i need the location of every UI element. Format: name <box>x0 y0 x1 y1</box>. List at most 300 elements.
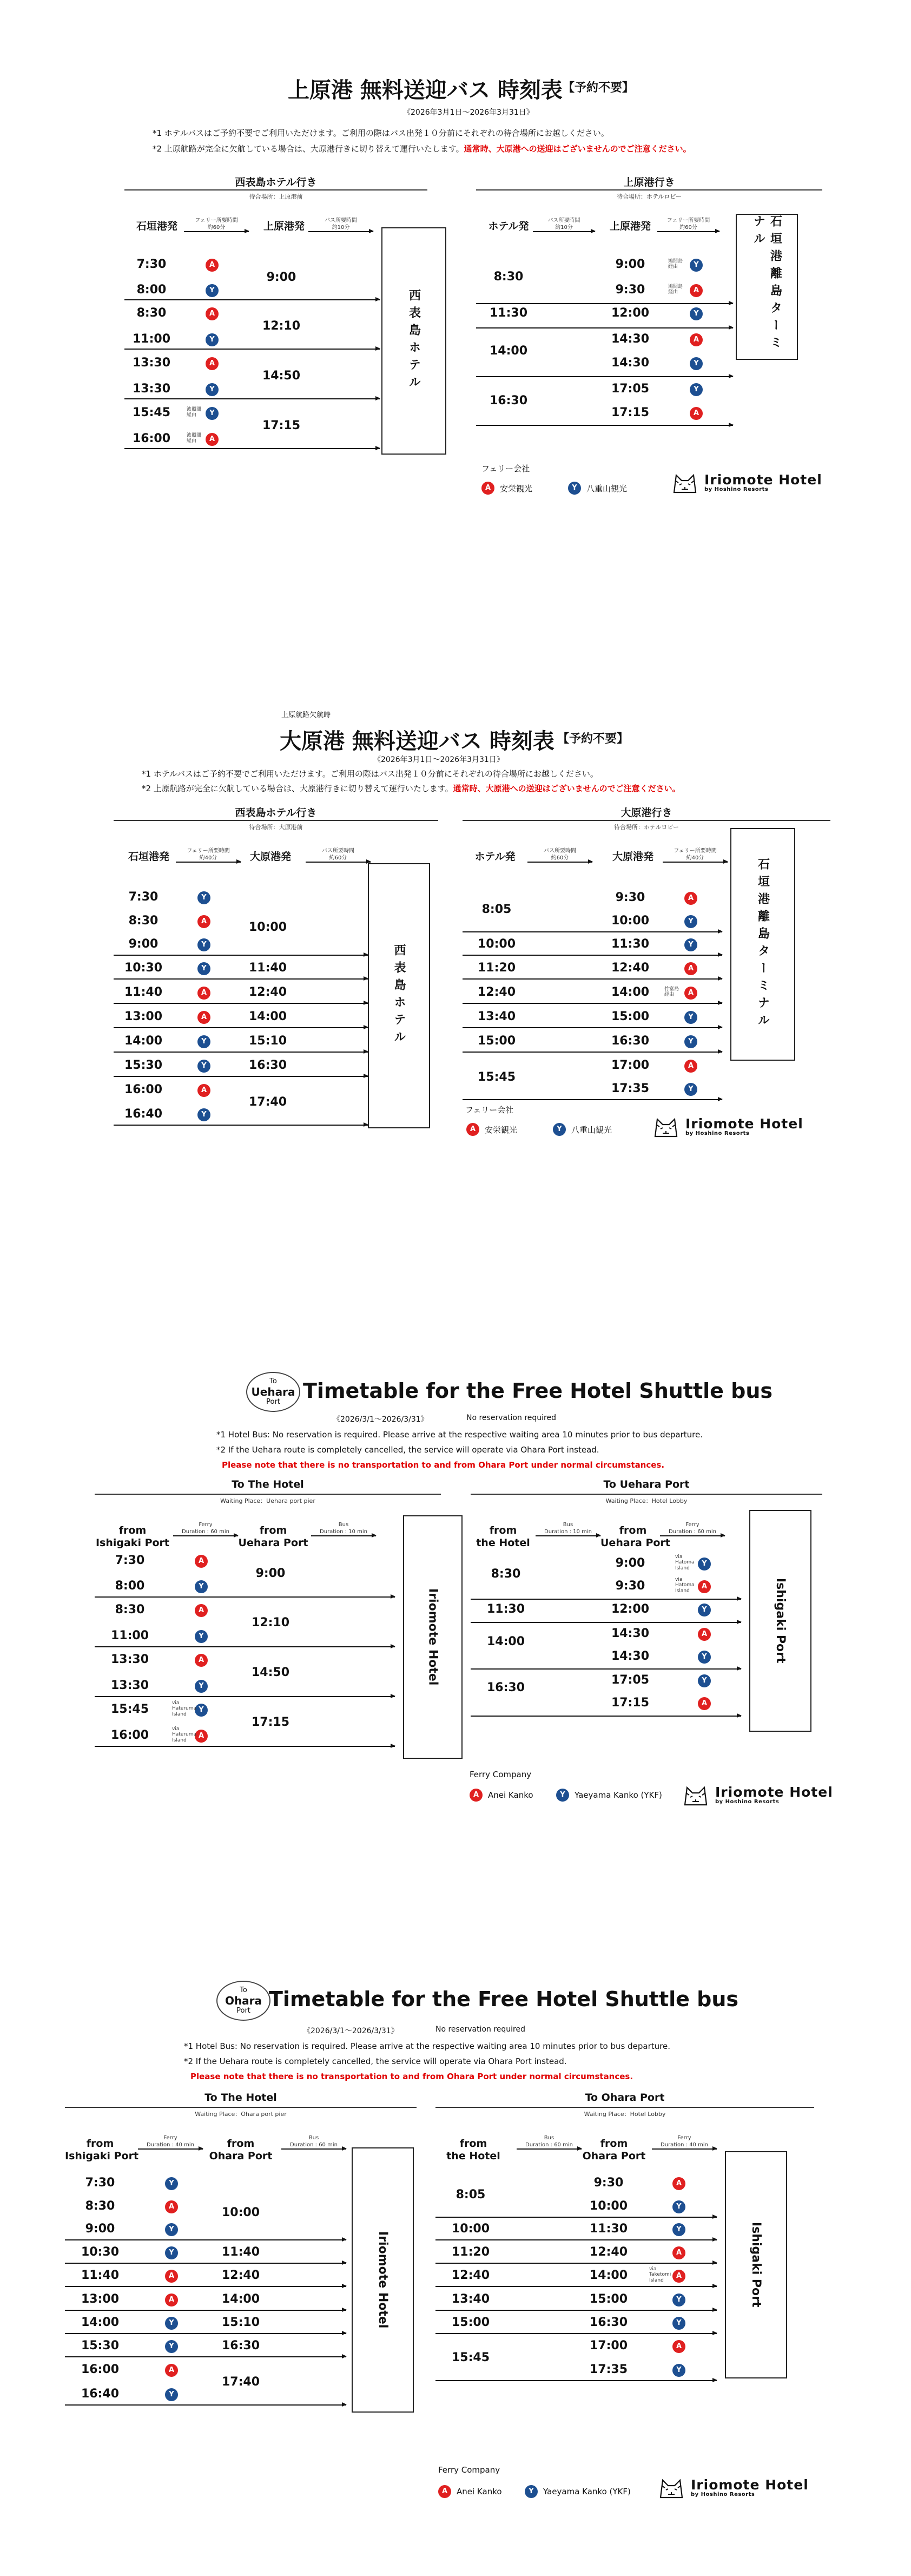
heading-rule <box>114 820 438 821</box>
anei-badge: A <box>195 1604 208 1617</box>
legend-yaeyama <box>568 482 627 495</box>
waiting-place: Waiting Place：Hotel Lobby <box>605 1497 688 1504</box>
anei-badge: A <box>672 2177 685 2190</box>
arrival-time: 14:30 <box>611 356 650 370</box>
ferry-company-label: フェリー会社 <box>465 1105 514 1115</box>
departure-time: 17:15 <box>251 1716 290 1729</box>
anei-badge: A <box>698 1628 711 1641</box>
via-note: 波照間 経由 <box>187 407 202 418</box>
departure-time: 12:10 <box>251 1616 290 1629</box>
note-1: *1 Hotel Bus: No reservation is required. Please arrive at the respective waiting area 10 minutes prior to bus departure. <box>184 2041 670 2051</box>
row-line <box>471 1599 741 1600</box>
logo-name: Iriomote Hotel <box>704 472 822 488</box>
row-line <box>114 978 368 980</box>
departure-time: 11:30 <box>486 1602 525 1616</box>
yaeyama-badge: Y <box>556 1789 569 1802</box>
anei-badge: A <box>197 1011 210 1024</box>
yaeyama-badge: Y <box>690 357 703 370</box>
legend-anei <box>466 1123 517 1136</box>
cat-logo-icon <box>671 471 699 495</box>
anei-badge: A <box>690 333 703 346</box>
anei-badge: A <box>466 1123 479 1136</box>
arrival-time: 11:40 <box>81 2269 120 2282</box>
row-line <box>124 448 380 449</box>
arrival-time: 13:00 <box>81 2292 120 2306</box>
yaeyama-badge: Y <box>165 2317 178 2330</box>
anei-label: 安栄観光 <box>500 483 533 494</box>
leg1-arrow <box>527 862 592 863</box>
yaeyama-badge: Y <box>165 2223 178 2236</box>
panel-heading: 上原港行き <box>623 176 675 188</box>
row-line <box>471 1716 741 1717</box>
destination-box <box>381 227 446 455</box>
ferry-company-label: Ferry Company <box>438 2465 500 2475</box>
arrival-time: 9:00 <box>85 2222 115 2236</box>
anei-badge: A <box>672 2246 685 2259</box>
departure-time: 16:30 <box>221 2339 260 2352</box>
yaeyama-badge: Y <box>195 1630 208 1643</box>
destination-box <box>730 828 795 1061</box>
anei-badge: A <box>438 2485 451 2498</box>
ferry-company-label: Ferry Company <box>470 1770 532 1779</box>
via-note: via Hateruma Island <box>172 1700 197 1717</box>
arrival-time: 9:30 <box>615 1579 645 1593</box>
hotel-departure: 13:40 <box>477 1010 516 1023</box>
yaeyama-badge: Y <box>165 2177 178 2190</box>
yaeyama-badge: Y <box>672 2223 685 2236</box>
yaeyama-badge: Y <box>206 407 219 420</box>
row-line <box>476 425 733 426</box>
arrival-time: 13:30 <box>110 1653 149 1666</box>
anei-badge: A <box>690 407 703 420</box>
yaeyama-badge: Y <box>197 938 210 951</box>
departure-time: 14:00 <box>221 2292 260 2306</box>
leg2-duration: バス所要時間 約10分 <box>325 218 357 231</box>
yaeyama-badge: Y <box>165 2340 178 2353</box>
page-title: Timetable for the Free Hotel Shuttle bus <box>269 1987 739 2011</box>
anei-badge: A <box>206 307 219 320</box>
arrival-time: 8:30 <box>128 914 159 928</box>
row-line <box>114 1003 368 1004</box>
ferry-company-label: フェリー会社 <box>481 464 530 474</box>
hotel-departure: 12:40 <box>477 985 516 999</box>
departure-time: 15:10 <box>221 2316 260 2329</box>
logo-sub: by Hoshino Resorts <box>704 487 769 492</box>
arrival-time: 17:15 <box>611 406 650 419</box>
row-line <box>463 978 722 980</box>
hotel-departure: 15:45 <box>477 1070 516 1084</box>
row-line <box>435 2333 717 2334</box>
leg2-duration: Bus Duration : 60 min <box>290 2135 338 2148</box>
arrival-time: 9:30 <box>593 2176 624 2190</box>
anei-badge: A <box>206 357 219 370</box>
legend-yaeyama <box>553 1123 612 1136</box>
anei-badge: A <box>165 2270 178 2283</box>
row-line <box>435 2310 717 2311</box>
anei-badge: A <box>672 2340 685 2353</box>
arrival-time: 11:30 <box>611 937 650 951</box>
destination-label: Iriomote Hotel <box>376 2231 390 2329</box>
waiting-place: Waiting Place：Ohara port pier <box>195 2111 287 2118</box>
arrival-time: 16:00 <box>124 1083 163 1096</box>
origin-header: from Ishigaki Port <box>95 1524 170 1549</box>
anei-badge: A <box>197 1084 210 1097</box>
departure-time: 8:30 <box>493 270 524 284</box>
note-2: *2 If the Uehara route is completely cancelled, the service will operate via Ohara Port instead. <box>184 2056 567 2066</box>
note-2: *2 If the Uehara route is completely cancelled, the service will operate via Ohara Port instead. <box>216 1445 599 1455</box>
leg2-arrow <box>652 2148 717 2150</box>
leg1-duration: バス所要時間 約60分 <box>544 848 576 861</box>
leg1-arrow <box>536 1535 600 1536</box>
departure-time: 17:40 <box>221 2375 260 2389</box>
destination-box <box>403 1515 463 1759</box>
anei-label: 安栄観光 <box>485 1125 518 1135</box>
waiting-place: Waiting Place：Uehara port pier <box>220 1497 315 1504</box>
transfer-header: from Ohara Port <box>209 2138 273 2162</box>
arrival-time: 17:35 <box>611 1082 650 1095</box>
yaeyama-badge: Y <box>568 482 581 495</box>
row-line <box>435 2380 717 2381</box>
yaeyama-badge: Y <box>197 1108 210 1121</box>
via-note: via Hatoma Island <box>675 1554 695 1571</box>
panel-heading: 西表島ホテル行き <box>235 176 317 188</box>
period: 《2026/3/1〜2026/3/31》 <box>333 1415 428 1424</box>
departure-time: 16:30 <box>489 394 528 408</box>
row-line <box>95 1746 395 1747</box>
row-line <box>124 349 380 350</box>
departure-time: 11:40 <box>221 2245 260 2259</box>
yaeyama-label: Yaeyama Kanko (YKF) <box>575 1790 662 1800</box>
yaeyama-badge: Y <box>672 2364 685 2377</box>
logo-text <box>704 473 822 492</box>
hotel-departure: 15:00 <box>451 2316 490 2329</box>
anei-badge: A <box>690 284 703 297</box>
no-reservation: No reservation required <box>466 1414 557 1422</box>
anei-badge: A <box>165 2364 178 2377</box>
arrival-time: 9:00 <box>615 258 645 271</box>
arrival-time: 12:00 <box>611 306 650 320</box>
departure-time: 9:00 <box>255 1566 286 1580</box>
yaeyama-badge: Y <box>206 383 219 396</box>
arrival-time: 16:00 <box>81 2363 120 2376</box>
row-line <box>65 2239 346 2240</box>
period: 《2026/3/1〜2026/3/31》 <box>303 2027 399 2035</box>
yaeyama-label: 八重山観光 <box>586 483 628 494</box>
section-ohara-en <box>0 1981 911 2576</box>
arrival-time: 16:00 <box>110 1729 149 1742</box>
page-title: 大原港 無料送迎バス 時刻表 <box>280 729 554 754</box>
via-note: 波照間 経由 <box>187 433 202 444</box>
arrival-time: 7:30 <box>128 890 159 904</box>
section-uehara-jp <box>0 0 911 595</box>
yaeyama-label: Yaeyama Kanko (YKF) <box>543 2487 631 2496</box>
logo-sub: by Hoshino Resorts <box>715 1799 780 1805</box>
departure-time: 8:30 <box>491 1567 521 1581</box>
anei-label: Anei Kanko <box>488 1790 533 1800</box>
departure-time: 10:00 <box>248 921 287 934</box>
origin-header: from the Hotel <box>476 1524 530 1549</box>
destination-label: 石垣港離島ターミナル <box>751 215 782 353</box>
note-2: *2 上原航路が完全に欠航している場合は、大原港行きに切り替えて運行いたします。通常時、大原港への送迎はございませんのでご注意ください。 <box>142 784 681 793</box>
row-line <box>463 1099 722 1100</box>
arrival-time: 15:45 <box>110 1703 149 1716</box>
destination-label: 石垣港離島ターミナル <box>756 858 770 1031</box>
yaeyama-badge: Y <box>195 1680 208 1693</box>
anei-badge: A <box>195 1730 208 1743</box>
arrival-time: 9:30 <box>615 891 645 904</box>
departure-time: 14:50 <box>262 369 301 383</box>
hotel-logo <box>682 1783 833 1807</box>
anei-badge: A <box>684 987 697 1000</box>
row-line <box>471 1622 741 1623</box>
leg2-arrow <box>281 2148 346 2150</box>
anei-badge: A <box>195 1654 208 1667</box>
arrival-time: 10:00 <box>611 914 650 928</box>
arrival-time: 7:30 <box>115 1554 145 1567</box>
yaeyama-badge: Y <box>690 307 703 320</box>
hotel-departure: 15:45 <box>451 2351 490 2364</box>
hotel-departure: 8:05 <box>481 903 512 916</box>
arrival-time: 7:30 <box>85 2176 115 2190</box>
leg2-arrow <box>306 862 371 863</box>
arrival-time: 10:30 <box>81 2245 120 2259</box>
departure-time: 11:40 <box>248 961 287 975</box>
heading-rule <box>463 820 830 821</box>
row-line <box>124 398 380 399</box>
waiting-place: Waiting Place：Hotel Lobby <box>584 2111 666 2118</box>
leg1-arrow <box>184 231 249 232</box>
logo-sub: by Hoshino Resorts <box>685 1131 750 1136</box>
leg2-duration: フェリー所要時間 約40分 <box>674 848 717 861</box>
panel-heading: 西表島ホテル行き <box>235 807 317 819</box>
no-reservation: No reservation required <box>435 2025 526 2034</box>
leg1-arrow <box>517 2148 582 2150</box>
legend-yaeyama <box>556 1789 662 1802</box>
via-note: 竹富島 経由 <box>664 987 679 998</box>
via-note: via Taketomi Island <box>649 2266 671 2283</box>
origin-header: ホテル発 <box>488 220 529 232</box>
hotel-logo <box>671 471 822 495</box>
row-line <box>65 2356 346 2357</box>
period: 《2026年3月1日〜2026年3月31日》 <box>403 108 534 117</box>
logo-text <box>685 1117 803 1136</box>
leg1-arrow <box>176 862 241 863</box>
arrival-time: 16:30 <box>611 1034 650 1048</box>
leg2-arrow <box>311 1535 376 1536</box>
departure-time: 15:10 <box>248 1034 287 1048</box>
heading-rule <box>124 189 427 190</box>
yaeyama-badge: Y <box>672 2294 685 2306</box>
yaeyama-badge: Y <box>690 259 703 272</box>
leg1-arrow <box>173 1535 238 1536</box>
yaeyama-badge: Y <box>206 333 219 346</box>
logo-sub: by Hoshino Resorts <box>691 2492 755 2498</box>
transfer-header: 大原港発 <box>612 851 653 863</box>
row-line <box>435 2263 717 2264</box>
leg1-arrow <box>138 2148 203 2150</box>
legend-anei <box>481 482 532 495</box>
row-line <box>476 327 733 328</box>
reservation-badge: 【予約不要】 <box>563 81 635 95</box>
panel-heading: 大原港行き <box>620 807 672 819</box>
anei-badge: A <box>698 1697 711 1710</box>
origin-header: ホテル発 <box>474 851 516 863</box>
leg1-duration: バス所要時間 約10分 <box>547 218 580 231</box>
transfer-header: from Uehara Port <box>600 1524 670 1549</box>
arrival-time: 8:00 <box>136 283 167 297</box>
logo-name: Iriomote Hotel <box>685 1116 803 1132</box>
waiting-place: 待合場所：ホテルロビー <box>616 193 682 200</box>
arrival-time: 16:00 <box>132 432 171 445</box>
hotel-departure: 11:20 <box>451 2245 490 2259</box>
note-1: *1 ホテルバスはご予約不要でご利用いただけます。ご利用の際はバス出発１０分前にそれぞれの待合場所にお越しください。 <box>142 769 598 779</box>
anei-badge: A <box>684 1060 697 1073</box>
origin-header: 石垣港発 <box>128 851 169 863</box>
row-line <box>463 931 722 932</box>
waiting-place: 待合場所：上原港前 <box>249 193 303 200</box>
arrival-time: 7:30 <box>136 258 167 271</box>
departure-time: 9:00 <box>266 270 296 284</box>
departure-time: 14:00 <box>486 1635 525 1648</box>
departure-time: 16:30 <box>248 1059 287 1072</box>
transfer-header: from Uehara Port <box>238 1524 308 1549</box>
arrival-time: 10:00 <box>589 2199 628 2213</box>
arrival-time: 12:40 <box>589 2245 628 2259</box>
yaeyama-badge: Y <box>206 284 219 297</box>
arrival-time: 17:35 <box>589 2363 628 2376</box>
row-line <box>95 1646 395 1647</box>
yaeyama-badge: Y <box>525 2485 538 2498</box>
arrival-time: 14:00 <box>611 985 650 999</box>
yaeyama-badge: Y <box>195 1704 208 1717</box>
yaeyama-badge: Y <box>165 2246 178 2259</box>
legend-anei <box>438 2485 502 2498</box>
row-line <box>65 2333 346 2334</box>
arrival-time: 12:40 <box>611 961 650 975</box>
reservation-badge: 【予約不要】 <box>557 732 629 746</box>
transfer-header: from Ohara Port <box>582 2138 646 2162</box>
arrival-time: 14:00 <box>124 1034 163 1048</box>
yaeyama-badge: Y <box>684 1083 697 1096</box>
yaeyama-badge: Y <box>690 383 703 396</box>
arrival-time: 17:00 <box>589 2339 628 2352</box>
departure-time: 14:00 <box>489 344 528 358</box>
note-3: Please note that there is no transportation to and from Ohara Port under normal circumstances. <box>190 2072 633 2081</box>
row-line <box>65 2310 346 2311</box>
page-title: Timetable for the Free Hotel Shuttle bus <box>303 1379 773 1403</box>
row-line <box>114 1125 368 1126</box>
arrival-time: 16:40 <box>81 2387 120 2401</box>
leg1-duration: フェリー所要時間 約40分 <box>187 848 230 861</box>
arrival-time: 8:30 <box>136 306 167 320</box>
destination-label: Ishigaki Port <box>749 2222 763 2308</box>
note-1: *1 Hotel Bus: No reservation is required. Please arrive at the respective waiting area 10 minutes prior to bus departure. <box>216 1430 703 1440</box>
arrival-time: 16:40 <box>124 1107 163 1121</box>
leg2-arrow <box>660 1535 725 1536</box>
arrival-time: 14:00 <box>589 2269 628 2282</box>
anei-badge: A <box>684 962 697 975</box>
leg2-duration: Ferry Duration : 40 min <box>661 2135 708 2148</box>
departure-time: 17:15 <box>262 419 301 432</box>
leg2-duration: Bus Duration : 10 min <box>320 1522 367 1535</box>
row-line <box>65 2286 346 2287</box>
arrival-time: 8:30 <box>85 2199 115 2213</box>
yaeyama-badge: Y <box>197 1060 210 1073</box>
arrival-time: 14:00 <box>81 2316 120 2329</box>
destination-box <box>749 1510 811 1732</box>
via-note: 鳩間島 経由 <box>668 259 683 270</box>
yaeyama-badge: Y <box>165 2388 178 2401</box>
arrival-time: 17:00 <box>611 1059 650 1072</box>
cat-logo-icon <box>657 2476 685 2500</box>
cat-logo-icon <box>682 1783 710 1807</box>
anei-badge: A <box>197 915 210 928</box>
leg2-duration: Ferry Duration : 60 min <box>669 1522 716 1535</box>
heading-rule <box>435 2107 814 2108</box>
heading-rule <box>471 1494 822 1495</box>
logo-name: Iriomote Hotel <box>715 1784 833 1800</box>
yaeyama-badge: Y <box>698 1558 711 1570</box>
heading-rule <box>476 189 822 190</box>
transfer-header: 上原港発 <box>609 220 651 232</box>
via-note: via Hatoma Island <box>675 1577 695 1594</box>
row-line <box>95 1696 395 1697</box>
arrival-time: 13:00 <box>124 1010 163 1023</box>
row-line <box>114 1052 368 1053</box>
yaeyama-badge: Y <box>672 2317 685 2330</box>
row-line <box>65 2263 346 2264</box>
leg2-arrow <box>657 231 719 232</box>
arrival-time: 11:00 <box>132 332 171 346</box>
destination-box <box>352 2147 414 2413</box>
logo-name: Iriomote Hotel <box>691 2477 809 2493</box>
row-line <box>476 376 733 377</box>
arrival-time: 9:30 <box>615 283 645 297</box>
departure-time: 12:40 <box>248 985 287 999</box>
departure-time: 16:30 <box>486 1681 525 1694</box>
yaeyama-badge: Y <box>684 915 697 928</box>
destination-box <box>368 863 430 1128</box>
transfer-header: 大原港発 <box>249 851 291 863</box>
hotel-departure: 15:00 <box>477 1034 516 1048</box>
heading-rule <box>95 1494 441 1495</box>
leg1-duration: Bus Duration : 10 min <box>544 1522 592 1535</box>
yaeyama-badge: Y <box>698 1674 711 1687</box>
arrival-time: 14:30 <box>611 1627 650 1640</box>
anei-label: Anei Kanko <box>457 2487 502 2496</box>
row-line <box>463 1027 722 1028</box>
row-line <box>476 303 733 304</box>
departure-time: 12:40 <box>221 2269 260 2282</box>
leg1-duration: Ferry Duration : 60 min <box>182 1522 229 1535</box>
arrival-time: 8:30 <box>115 1603 145 1616</box>
leg1-arrow <box>533 231 595 232</box>
row-line <box>65 2404 346 2406</box>
section-uehara-en <box>0 1369 911 1856</box>
arrival-time: 14:30 <box>611 1650 650 1663</box>
yaeyama-badge: Y <box>698 1604 711 1616</box>
legend-anei <box>470 1789 533 1802</box>
logo-text <box>715 1785 833 1805</box>
destination-label: 西表島ホテル <box>392 944 406 1048</box>
departure-time: 14:00 <box>248 1010 287 1023</box>
destination-label: 西表島ホテル <box>407 289 421 393</box>
departure-time: 17:40 <box>248 1095 287 1109</box>
yaeyama-badge: Y <box>684 938 697 951</box>
departure-time: 11:30 <box>489 306 528 320</box>
transfer-header: 上原港発 <box>263 220 305 232</box>
anei-badge: A <box>206 259 219 272</box>
